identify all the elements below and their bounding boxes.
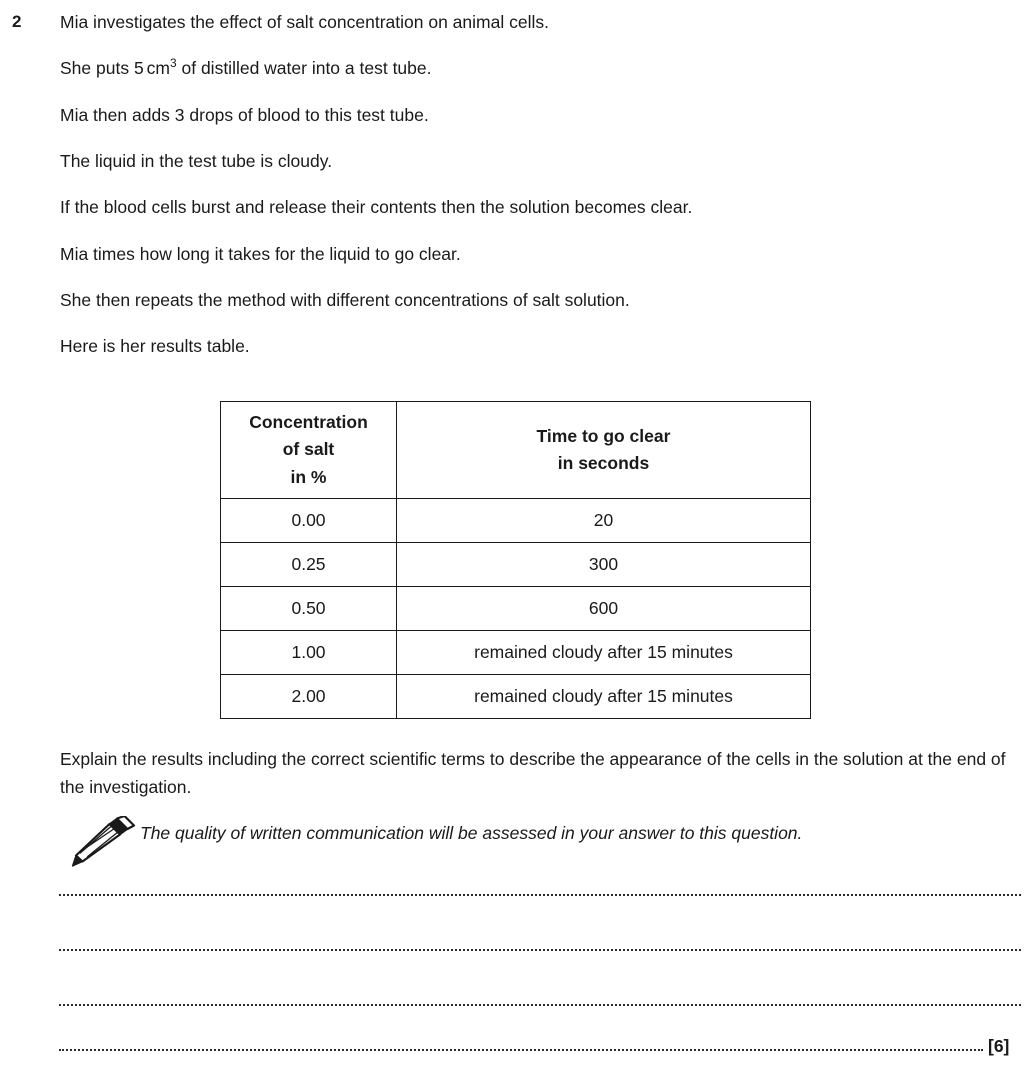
cell-time: 300 bbox=[397, 543, 811, 587]
table-row bbox=[221, 587, 811, 631]
stem-line-1: Mia investigates the effect of salt concentration on animal cells. bbox=[60, 12, 549, 32]
cell-concentration: 1.00 bbox=[221, 631, 397, 675]
table-header-row bbox=[221, 402, 811, 499]
marks-allocation: [6] bbox=[988, 1036, 1010, 1056]
header-line: Time to go clear bbox=[536, 425, 671, 446]
cell-time: remained cloudy after 15 minutes bbox=[397, 675, 811, 719]
table-row bbox=[221, 499, 811, 543]
answer-line[interactable] bbox=[59, 891, 1021, 896]
cell-time: remained cloudy after 15 minutes bbox=[397, 631, 811, 675]
pencil-icon bbox=[60, 816, 138, 872]
results-table-wrapper bbox=[220, 401, 811, 719]
cell-concentration: 2.00 bbox=[221, 675, 397, 719]
table-row bbox=[221, 675, 811, 719]
qwc-note-text: The quality of written communication will be assessed in your answer to this question. bbox=[140, 823, 803, 843]
stem-line-2 bbox=[60, 58, 1022, 79]
table-row bbox=[221, 631, 811, 675]
answer-line[interactable] bbox=[59, 1001, 1021, 1006]
cell-concentration: 0.00 bbox=[221, 499, 397, 543]
stem-line-4: The liquid in the test tube is cloudy. bbox=[60, 151, 333, 172]
question-number: 2 bbox=[12, 12, 22, 31]
stem-line-5: If the blood cells burst and release their contents then the solution becomes clear. bbox=[60, 197, 693, 218]
answer-line[interactable] bbox=[59, 1046, 983, 1051]
stem-line-3: Mia then adds 3 drops of blood to this test tube. bbox=[60, 104, 429, 125]
column-header-concentration bbox=[221, 402, 397, 499]
cell-time: 20 bbox=[397, 499, 811, 543]
column-header-time bbox=[397, 402, 811, 499]
cell-concentration: 0.25 bbox=[221, 543, 397, 587]
question-stem bbox=[60, 12, 1022, 383]
results-table-body bbox=[221, 499, 811, 719]
table-row bbox=[221, 543, 811, 587]
stem-line-7: She then repeats the method with different concentrations of salt solution. bbox=[60, 290, 630, 311]
answer-line[interactable] bbox=[59, 946, 1021, 951]
header-line: in % bbox=[290, 466, 327, 487]
stem-line-2-before: She puts 5 bbox=[60, 58, 144, 79]
cell-time: 600 bbox=[397, 587, 811, 631]
stem-line-2-after: of distilled water into a test tube. bbox=[176, 58, 432, 79]
results-table bbox=[220, 401, 811, 719]
stem-line-8: Here is her results table. bbox=[60, 336, 250, 357]
stem-line-2-unit: cm bbox=[146, 58, 170, 79]
header-line: Concentration bbox=[249, 412, 368, 433]
qwc-note bbox=[60, 818, 1020, 876]
results-table-head bbox=[221, 402, 811, 499]
stem-line-6: Mia times how long it takes for the liquid to go clear. bbox=[60, 243, 461, 264]
question-instruction: Explain the results including the correct scientific terms to describe the appearance of the cells in the solution at the end of the investigation. bbox=[60, 749, 1006, 797]
header-line: of salt bbox=[282, 439, 335, 460]
header-line: in seconds bbox=[557, 453, 650, 473]
stem-line-2-superscript: 3 bbox=[170, 56, 177, 71]
cell-concentration: 0.50 bbox=[221, 587, 397, 631]
